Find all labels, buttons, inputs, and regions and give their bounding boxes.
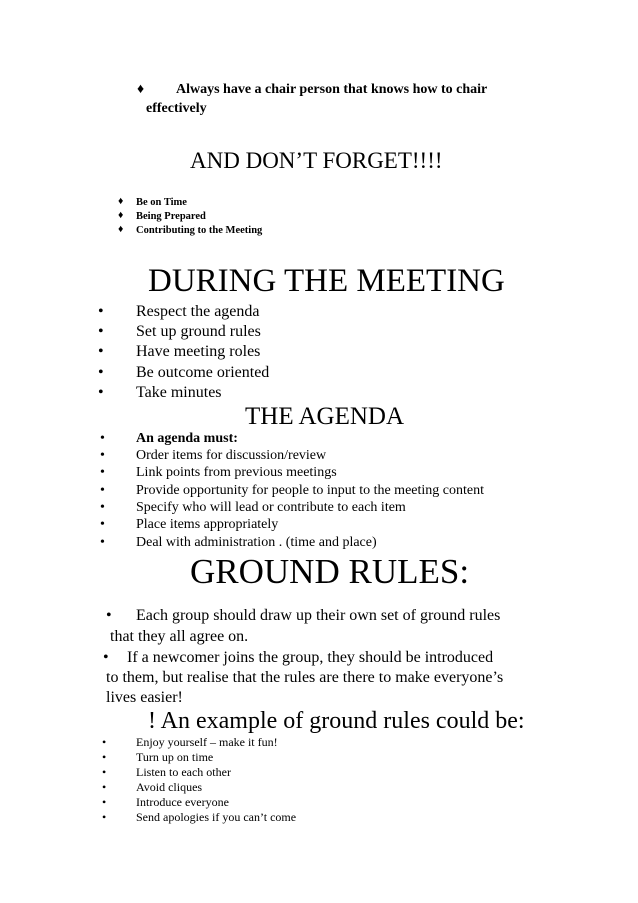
bullet-icon: • [100,483,105,498]
chair-tip-line-1: Always have a chair person that knows how to chair [176,82,488,97]
ground-rule-para-1-line-2: that they all agree on. [110,628,249,645]
bullet-icon: • [98,384,104,401]
bullet-icon: • [102,780,107,794]
chair-tip-line-2: effectively [146,101,207,116]
bullet-icon: • [102,735,107,749]
list-item: Set up ground rules [136,323,261,340]
list-item: Introduce everyone [136,795,229,809]
list-item: Have meeting roles [136,343,261,360]
list-item: Provide opportunity for people to input to the meeting content [136,483,484,498]
diamond-bullet-icon: ♦ [118,224,124,235]
list-item: Be outcome oriented [136,364,270,381]
bullet-icon: • [98,303,104,320]
bullet-icon: • [103,649,109,666]
list-item: Deal with administration . (time and place) [136,535,377,550]
bullet-icon: • [102,750,107,764]
bullet-icon: • [98,323,104,340]
agenda-lead: An agenda must: [136,431,238,446]
list-item: Be on Time [136,197,187,208]
list-item: Contributing to the Meeting [136,225,263,236]
diamond-bullet-icon: ♦ [118,196,124,207]
list-item: Place items appropriately [136,517,279,532]
bullet-icon: • [100,465,105,480]
list-item: Avoid cliques [136,780,203,794]
list-item: Respect the agenda [136,303,260,320]
bullet-icon: • [100,517,105,532]
list-item: Take minutes [136,384,222,401]
bullet-icon: • [102,765,107,779]
bullet-icon: • [100,448,105,463]
bullet-icon: • [100,431,105,446]
ground-rules-heading: GROUND RULES: [190,552,470,591]
list-item: Enjoy yourself – make it fun! [136,735,278,749]
diamond-bullet-icon: ♦ [118,210,124,221]
diamond-bullet-icon: ♦ [137,82,145,97]
bullet-icon: • [98,364,104,381]
during-meeting-heading: DURING THE MEETING [148,263,505,299]
ground-rule-para-2-line-3: lives easier! [106,689,183,706]
ground-rule-para-2-line-1: If a newcomer joins the group, they should be introduced [127,649,494,666]
agenda-heading: THE AGENDA [245,403,405,430]
list-item: Being Prepared [136,211,206,222]
bullet-icon: • [100,535,105,550]
list-item: Order items for discussion/review [136,448,327,463]
bullet-icon: • [106,607,112,624]
bullet-icon: • [102,810,107,824]
bullet-icon: • [102,795,107,809]
list-item: Send apologies if you can’t come [136,810,297,824]
dont-forget-heading: AND DON’T FORGET!!!! [190,148,443,173]
examples-heading: ! An example of ground rules could be: [148,708,525,734]
list-item: Specify who will lead or contribute to each item [136,500,406,515]
bullet-icon: • [98,343,104,360]
list-item: Turn up on time [136,750,214,764]
bullet-icon: • [100,500,105,515]
ground-rule-para-2-line-2: to them, but realise that the rules are there to make everyone’s [106,669,504,686]
list-item: Listen to each other [136,765,231,779]
ground-rule-para-1-line-1: Each group should draw up their own set of ground rules [136,607,501,624]
list-item: Link points from previous meetings [136,465,337,480]
